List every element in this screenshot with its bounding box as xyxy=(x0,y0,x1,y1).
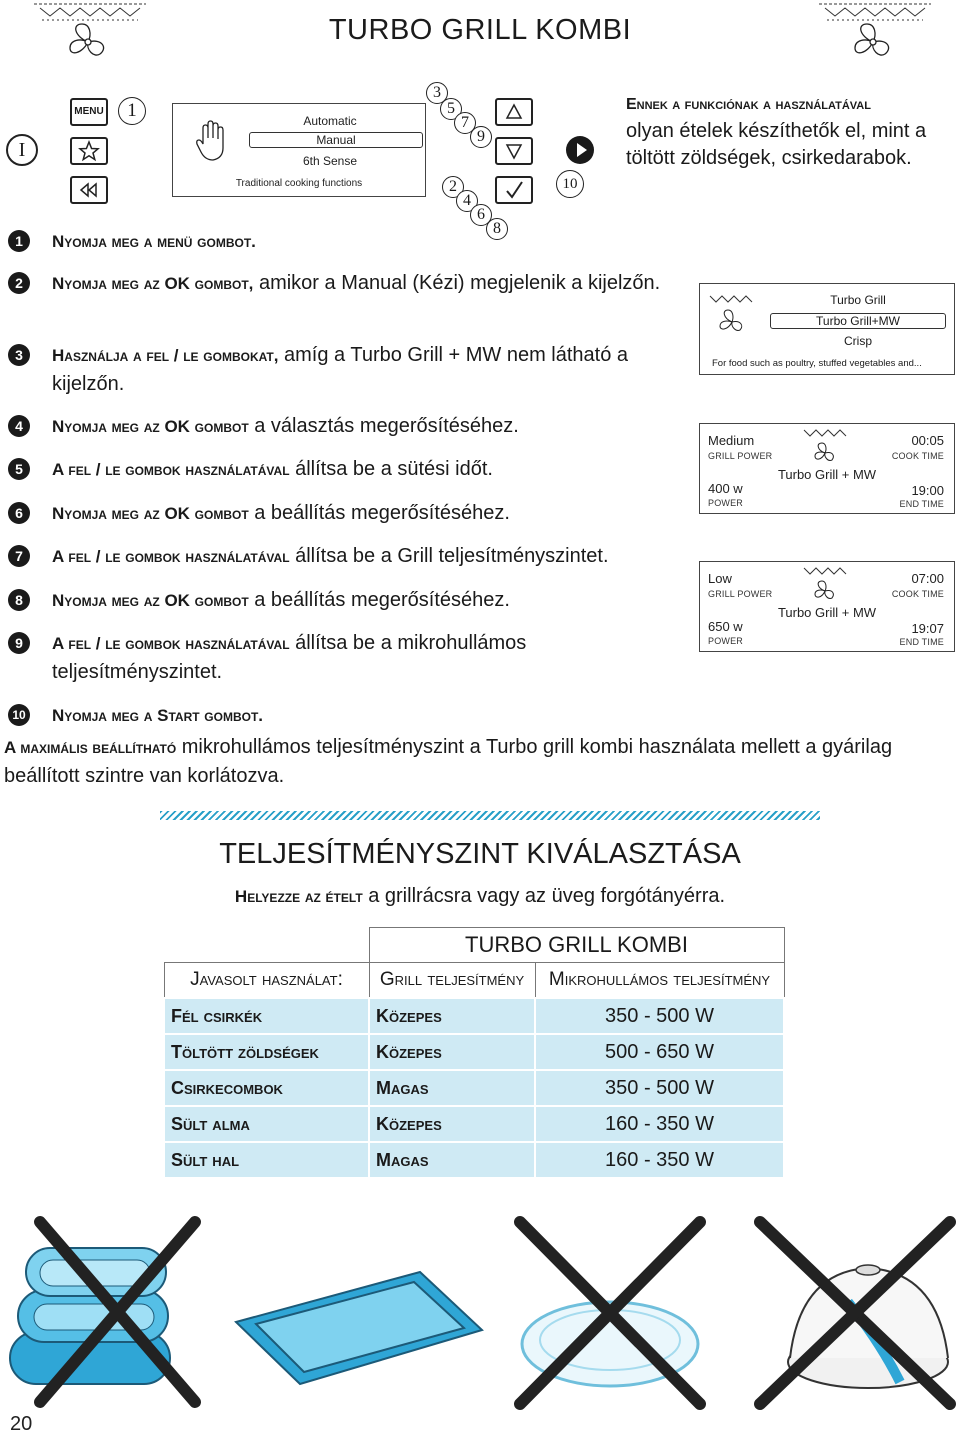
step-item xyxy=(52,341,692,398)
menu-item: Crisp xyxy=(843,334,872,348)
step-item xyxy=(52,629,692,686)
table-header: Grill teljesítmény xyxy=(369,963,535,999)
star-icon xyxy=(72,139,106,163)
step-number: 5 xyxy=(8,458,30,480)
table-row xyxy=(164,1070,784,1106)
table-cell: Közepes xyxy=(369,1106,535,1142)
end-time: 19:00 xyxy=(911,483,944,498)
table-cell: Magas xyxy=(369,1142,535,1178)
grill-label: GRILL POWER xyxy=(708,589,773,599)
callout-4: 4 xyxy=(456,190,478,212)
end-label: END TIME xyxy=(899,637,944,647)
mode-label: Turbo Grill + MW xyxy=(777,605,877,620)
step-text: állítsa be a mikrohullámos teljesítményszintet. xyxy=(52,632,527,683)
callout-9: 9 xyxy=(470,126,492,148)
cook-time: 07:00 xyxy=(911,571,944,586)
table-cell: Sült hal xyxy=(164,1142,369,1178)
triangle-up-icon xyxy=(497,100,531,124)
note-text: mikrohullámos teljesítményszint a Turbo grill kombi használata mellett a gyárilag beállított szintre van korlátozva. xyxy=(4,736,893,787)
menu-footer: For food such as poultry, stuffed vegetables and... xyxy=(712,358,922,369)
section-heading: TELJESÍTMÉNYSZINT KIVÁLASZTÁSA xyxy=(219,838,741,870)
step-number: 8 xyxy=(8,589,30,611)
step-item xyxy=(52,499,692,528)
step-number: 3 xyxy=(8,344,30,366)
step-item xyxy=(52,455,692,484)
table-cell: 500 - 650 W xyxy=(535,1034,784,1070)
step-number: 4 xyxy=(8,415,30,437)
cook-time: 00:05 xyxy=(911,433,944,448)
down-button[interactable] xyxy=(495,137,533,165)
section-intro-lead: Helyezze az ételt xyxy=(234,887,363,906)
intro-lead: Ennek a funkciónak a használatával xyxy=(626,96,871,113)
table-cell: 350 - 500 W xyxy=(535,1070,784,1106)
turbo-grill-icon xyxy=(708,292,756,345)
menu-item: Turbo Grill xyxy=(830,293,886,307)
control-display xyxy=(172,103,426,197)
power-value: 650 w xyxy=(708,619,743,634)
callout-3: 3 xyxy=(426,82,448,104)
display-item-automatic: Automatic xyxy=(303,114,357,128)
note-lead: A maximális beállítható xyxy=(4,738,177,757)
menu-button[interactable]: MENU xyxy=(70,98,108,126)
table-cell: Sült alma xyxy=(164,1106,369,1142)
table-cell: Töltött zöldségek xyxy=(164,1034,369,1070)
step-number: 10 xyxy=(8,704,30,726)
display-footer: Traditional cooking functions xyxy=(235,178,363,189)
step-lead: Nyomja meg a Start gombot. xyxy=(52,706,264,725)
callout-7: 7 xyxy=(454,112,476,134)
table-header: Javasolt használat: xyxy=(164,963,369,999)
page-number: 20 xyxy=(10,1413,33,1435)
triangle-down-icon xyxy=(497,139,531,163)
menu-screen xyxy=(699,283,955,375)
step-lead: A fel / le gombok használatával xyxy=(52,460,290,479)
table-row xyxy=(164,1142,784,1178)
step-lead: Nyomja meg az OK gombot, xyxy=(52,274,254,293)
cook-label: COOK TIME xyxy=(891,589,944,599)
table-cell: 160 - 350 W xyxy=(535,1142,784,1178)
turbo-grill-icon xyxy=(802,565,848,610)
power-label: POWER xyxy=(708,498,744,508)
step-lead: A fel / le gombok használatával xyxy=(52,547,290,566)
grill-level: Medium xyxy=(708,433,755,448)
table-row xyxy=(164,1034,784,1070)
section-divider xyxy=(160,811,820,820)
step-text: amikor a Manual (Kézi) megjelenik a kijelzőn. xyxy=(253,272,661,294)
power-value: 400 w xyxy=(708,481,743,496)
table-cell: Közepes xyxy=(369,998,535,1034)
favourite-button[interactable] xyxy=(70,137,108,165)
end-time: 19:07 xyxy=(911,621,944,636)
up-button[interactable] xyxy=(495,98,533,126)
settings-screen-2 xyxy=(699,561,955,652)
step-item xyxy=(52,412,692,441)
table-cell: Magas xyxy=(369,1070,535,1106)
step-lead: Használja a fel / le gombokat, xyxy=(52,346,279,365)
callout-2: 2 xyxy=(442,176,464,198)
step-lead: A fel / le gombok használatával xyxy=(52,634,290,653)
fan-grill-icon-right xyxy=(815,0,935,62)
step-item xyxy=(52,701,692,730)
cook-label: COOK TIME xyxy=(891,451,944,461)
ok-button[interactable] xyxy=(495,176,533,204)
mode-label: Turbo Grill + MW xyxy=(777,467,877,482)
menu-item-selected: Turbo Grill+MW xyxy=(770,313,946,329)
back-button[interactable] xyxy=(70,176,108,204)
table-row xyxy=(164,998,784,1034)
table-title: TURBO GRILL KOMBI xyxy=(369,928,784,963)
settings-screen-1 xyxy=(699,423,955,514)
checkmark-icon xyxy=(497,178,531,202)
step-lead: Nyomja meg a menü gombot. xyxy=(52,232,256,251)
step-number: 7 xyxy=(8,545,30,567)
step-lead: Nyomja meg az OK gombot xyxy=(52,417,249,436)
step-text: amíg a Turbo Grill + MW nem látható a kijelzőn. xyxy=(52,344,629,395)
baking-tray xyxy=(236,1272,482,1384)
table-row xyxy=(164,1106,784,1142)
table-cell: 160 - 350 W xyxy=(535,1106,784,1142)
table-header: Mikrohullámos teljesítmény xyxy=(535,963,784,999)
end-label: END TIME xyxy=(899,499,944,509)
table-cell: Csirkecombok xyxy=(164,1070,369,1106)
step-item xyxy=(52,227,692,256)
step-number: 6 xyxy=(8,502,30,524)
grill-label: GRILL POWER xyxy=(708,451,773,461)
start-button[interactable] xyxy=(566,136,594,164)
callout-8: 8 xyxy=(486,218,508,240)
callout-6: 6 xyxy=(470,204,492,226)
rewind-icon xyxy=(72,178,106,202)
dishware-illustration xyxy=(0,1212,960,1412)
table-cell: 350 - 500 W xyxy=(535,998,784,1034)
step-number: 1 xyxy=(8,230,30,252)
hand-icon xyxy=(195,120,227,167)
intro-text: olyan ételek készíthetők el, mint a töltött zöldségek, csirkedarabok. xyxy=(626,120,927,169)
grill-level: Low xyxy=(708,571,732,586)
note-paragraph xyxy=(4,733,954,790)
step-number: 9 xyxy=(8,632,30,654)
table-cell: Fél csirkék xyxy=(164,998,369,1034)
step-text: állítsa be a Grill teljesítményszintet. xyxy=(289,545,609,567)
table-cell: Közepes xyxy=(369,1034,535,1070)
step-number: 2 xyxy=(8,272,30,294)
callout-1: 1 xyxy=(118,97,146,125)
step-item xyxy=(52,269,692,298)
step-text: a beállítás megerősítéséhez. xyxy=(248,589,510,611)
step-text: a beállítás megerősítéséhez. xyxy=(248,502,510,524)
roman-numeral-label: I xyxy=(6,134,38,166)
step-lead: Nyomja meg az OK gombot xyxy=(52,591,249,610)
turbo-grill-icon xyxy=(802,427,848,472)
callout-5: 5 xyxy=(440,98,462,120)
display-item-manual: Manual xyxy=(249,132,423,148)
step-text: állítsa be a sütési időt. xyxy=(289,458,493,480)
step-text: a választás megerősítéséhez. xyxy=(248,415,519,437)
play-icon xyxy=(566,136,594,164)
power-label: POWER xyxy=(708,636,744,646)
section-intro-text: a grillrácsra vagy az üveg forgótányérra. xyxy=(362,885,726,907)
page-title: TURBO GRILL KOMBI xyxy=(328,14,632,46)
display-item-sixth-sense: 6th Sense xyxy=(302,154,358,168)
callout-10: 10 xyxy=(556,170,584,198)
section-intro xyxy=(0,885,960,908)
step-lead: Nyomja meg az OK gombot xyxy=(52,504,249,523)
step-item xyxy=(52,586,692,615)
intro-paragraph xyxy=(626,90,956,172)
step-item xyxy=(52,542,692,571)
stacked-containers-crossed xyxy=(10,1248,170,1384)
power-table xyxy=(163,927,785,1179)
